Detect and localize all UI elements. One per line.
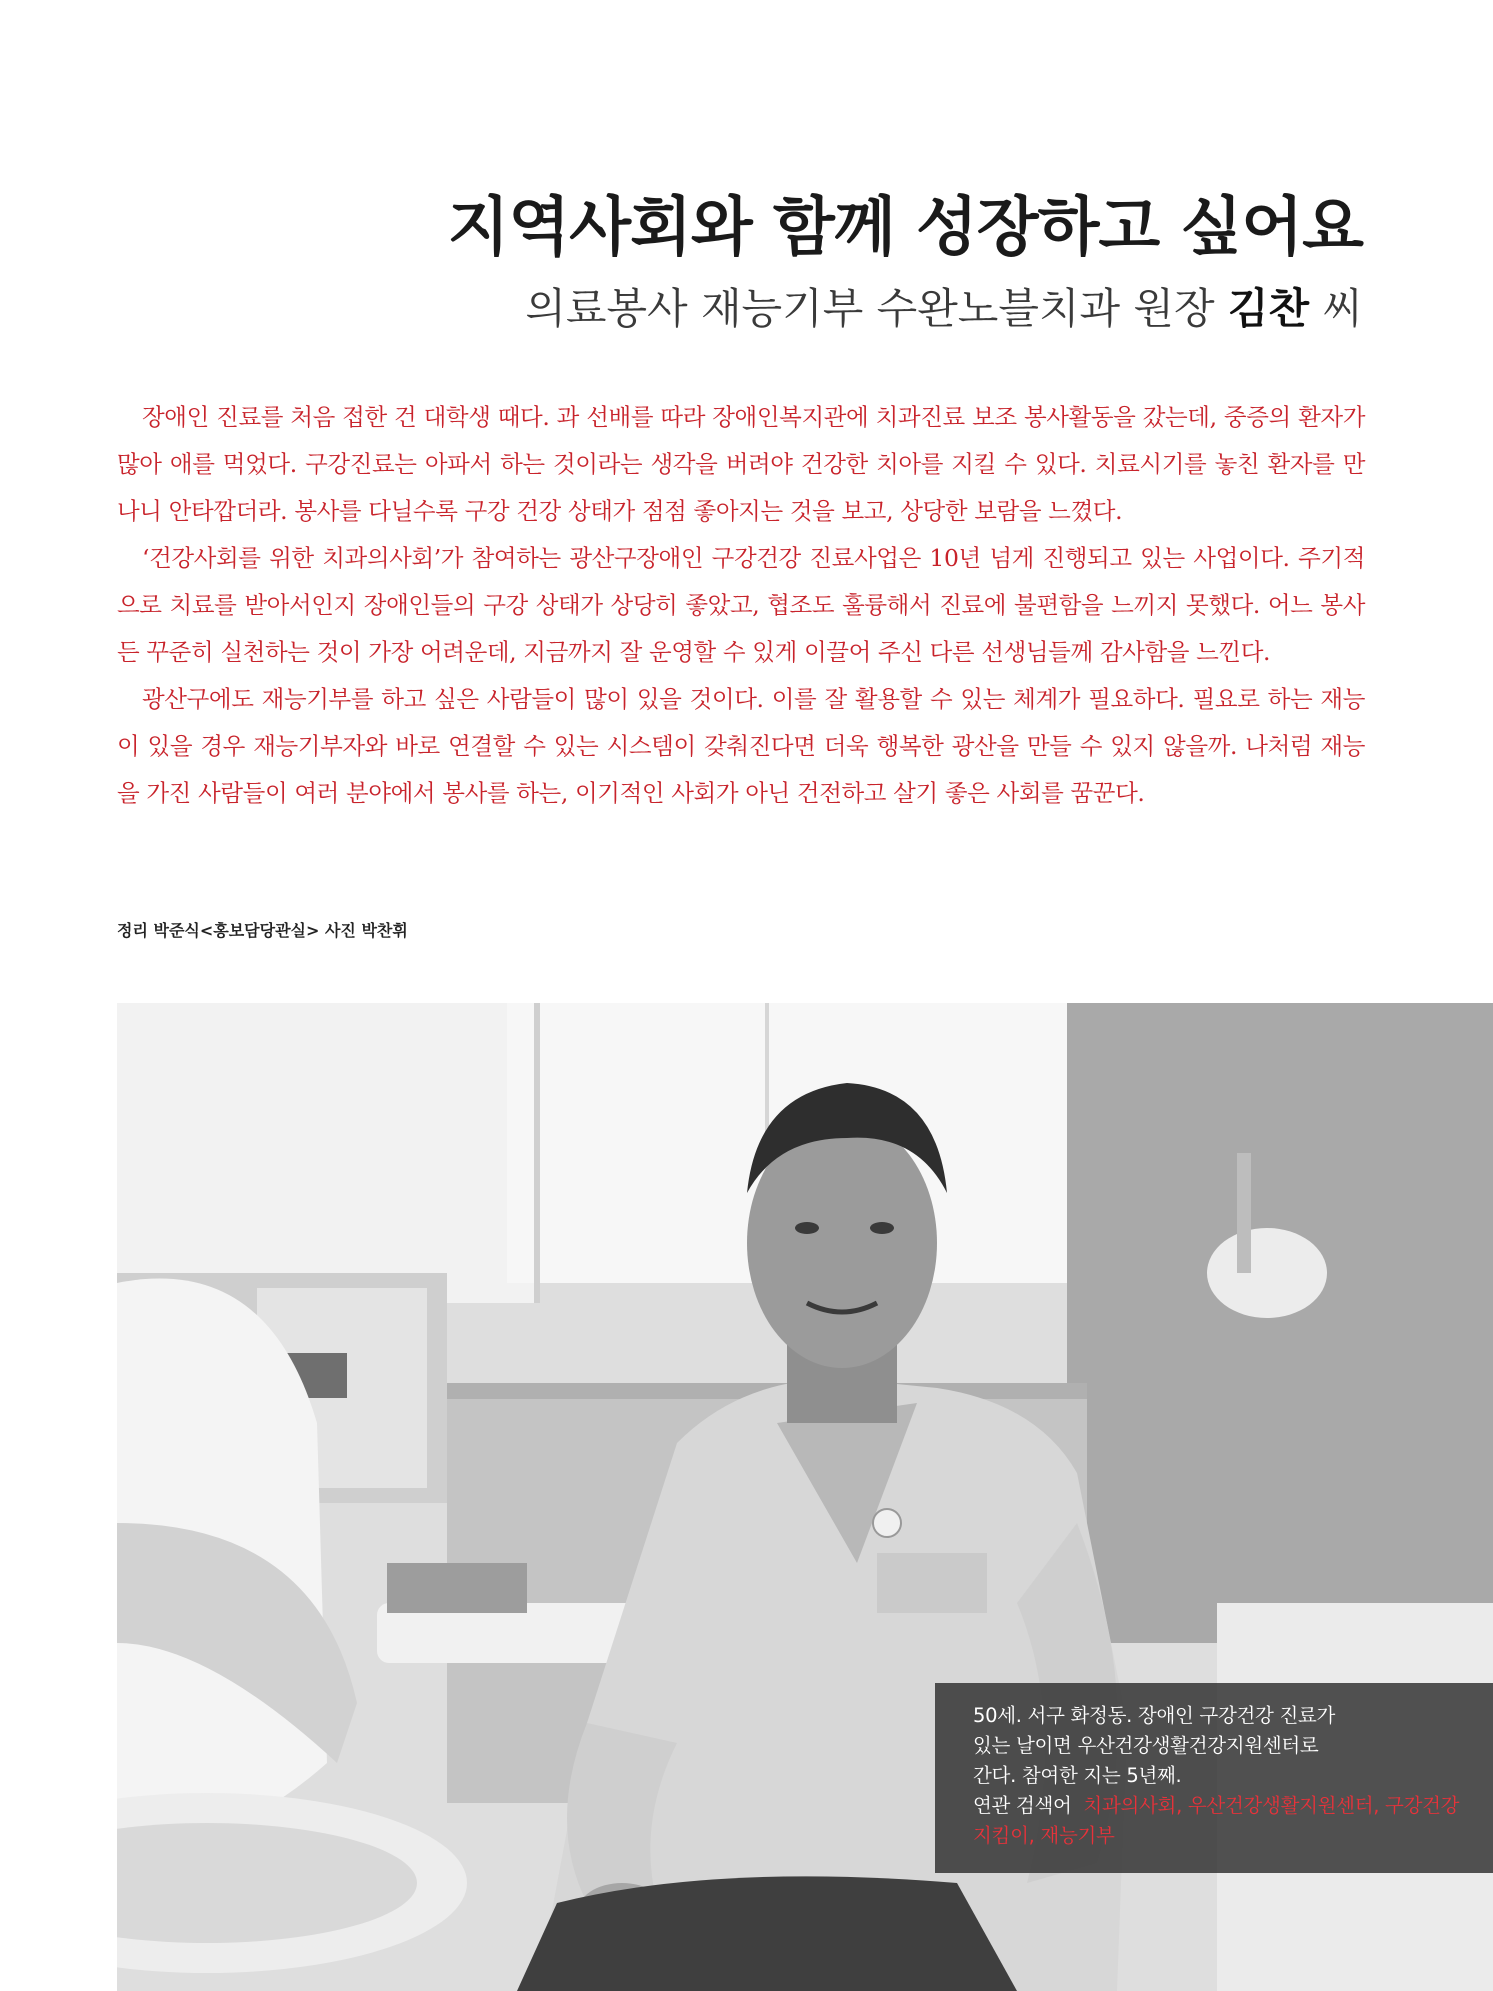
subtitle-honorific: 씨	[1309, 284, 1363, 333]
caption-line: 50세. 서구 화정동. 장애인 구강건강 진료가	[973, 1704, 1336, 1727]
subtitle-person-name: 김찬	[1227, 284, 1310, 333]
body-paragraph: ‘건강사회를 위한 치과의사회’가 참여하는 광산구장애인 구강건강 진료사업은 10년 넘게 진행되고 있는 사업이다. 주기적으로 치료를 받아서인지 장애인들의 구강 상태가 상당히 좋았고, 협조도 훌륭해서 진료에 불편함을 느끼지 못했다. 어느 봉사든 꾸준히 실천하는 것이 가장 어려운데, 지금까지 잘 운영할 수 있게 이끌어 주신 다른 선생님들께 감사함을 느낀다.	[117, 544, 1365, 666]
caption-line: 간다. 참여한 지는 5년째.	[973, 1764, 1182, 1787]
keywords-list: 치과의사회, 우산건강생활지원센터, 구강건강지킴이, 재능기부	[973, 1794, 1460, 1847]
body-paragraph: 광산구에도 재능기부를 하고 싶은 사람들이 많이 있을 것이다. 이를 잘 활용할 수 있는 체계가 필요하다. 필요로 하는 재능이 있을 경우 재능기부자와 바로 연결할 수 있는 시스템이 갖춰진다면 더욱 행복한 광산을 만들 수 있지 않을까. 나처럼 재능을 가진 사람들이 여러 분야에서 봉사를 하는, 이기적인 사회가 아닌 건전하고 살기 좋은 사회를 꿈꾼다.	[117, 685, 1365, 807]
keywords-label: 연관 검색어	[973, 1794, 1072, 1817]
photo-caption-box	[935, 1683, 1493, 1873]
body-paragraph: 장애인 진료를 처음 접한 건 대학생 때다. 과 선배를 따라 장애인복지관에 치과진료 보조 봉사활동을 갔는데, 중증의 환자가 많아 애를 먹었다. 구강진료는 아파서 하는 것이라는 생각을 버려야 건강한 치아를 지킬 수 있다. 치료시기를 놓친 환자를 만나니 안타깝더라. 봉사를 다닐수록 구강 건강 상태가 점점 좋아지는 것을 보고, 상당한 보람을 느꼈다.	[117, 403, 1365, 525]
caption-keywords	[973, 1791, 1473, 1851]
article-body	[117, 394, 1365, 817]
article-subtitle	[525, 276, 1363, 336]
article-title: 지역사회와 함께 성장하고 싶어요	[447, 191, 1363, 265]
photo-caption	[973, 1701, 1473, 1851]
caption-line: 있는 날이면 우산건강생활건강지원센터로	[973, 1734, 1319, 1757]
article-credit: 정리 박준식<홍보담당관실> 사진 박찬휘	[117, 921, 408, 940]
subtitle-role: 의료봉사 재능기부 수완노블치과 원장	[525, 284, 1228, 333]
portrait-photo	[117, 1003, 1493, 1991]
